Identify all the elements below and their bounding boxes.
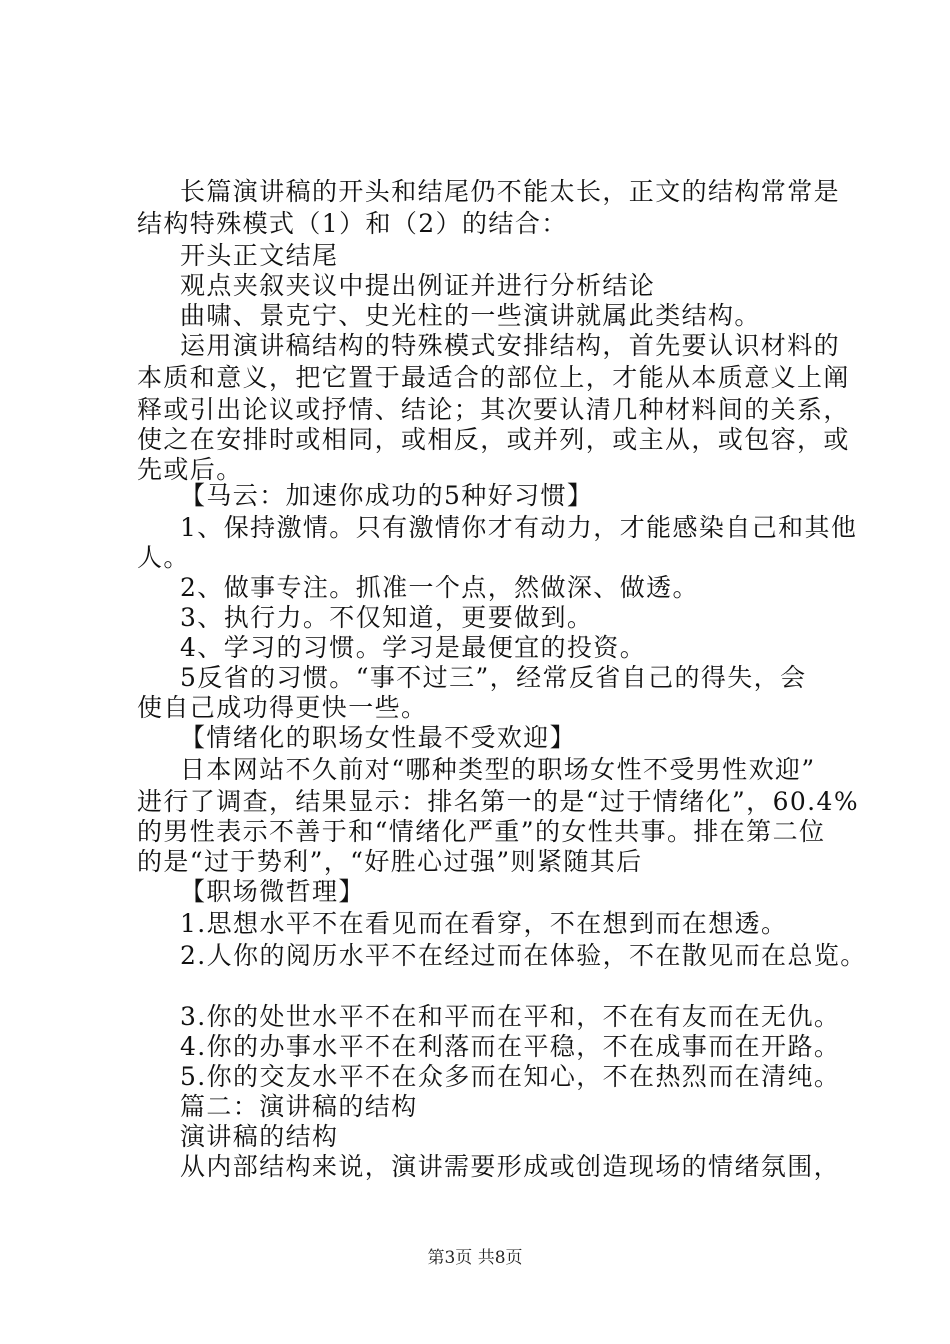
section-heading: 篇二：演讲稿的结构 [180,1092,418,1121]
list-item: 1、保持激情。只有激情你才有动力，才能感染自己和其他 [180,513,858,542]
paragraph-line: 先或后。 [137,455,243,484]
list-item: 4、学习的习惯。学习是最便宜的投资。 [180,633,647,662]
list-item: 2.人你的阅历水平不在经过而在体验，不在散见而在总览。 [180,941,867,970]
paragraph-line: 的男性表示不善于和“情绪化严重”的女性共事。排在第二位 [137,817,826,846]
list-item-continuation: 人。 [137,543,190,572]
list-item: 2、做事专注。抓准一个点，然做深、做透。 [180,573,699,602]
paragraph-line: 运用演讲稿结构的特殊模式安排结构，首先要认识材料的 [180,331,841,360]
paragraph-line: 长篇演讲稿的开头和结尾仍不能太长，正文的结构常常是 [180,177,841,206]
list-item: 3.你的处世水平不在和平而在平和，不在有友而在无仇。 [180,1002,841,1031]
paragraph-line: 的是“过于势利”，“好胜心过强”则紧随其后 [137,847,643,876]
subsection-heading: 演讲稿的结构 [180,1122,339,1151]
list-item: 5.你的交友水平不在众多而在知心，不在热烈而在清纯。 [180,1062,841,1091]
list-item: 3、执行力。不仅知道，更要做到。 [180,603,594,632]
paragraph-line: 使之在安排时或相同，或相反，或并列，或主从，或包容，或 [137,425,850,454]
page-footer: 第3页 共8页 [427,1248,523,1268]
list-item: 5反省的习惯。“事不过三”，经常反省自己的得失，会 [180,663,807,692]
paragraph-line: 日本网站不久前对“哪种类型的职场女性不受男性欢迎” [180,755,816,784]
section-heading: 【情绪化的职场女性最不受欢迎】 [180,723,577,752]
paragraph-line: 结构特殊模式（1）和（2）的结合： [137,209,568,238]
list-item: 4.你的办事水平不在利落而在平稳，不在成事而在开路。 [180,1032,841,1061]
paragraph-line: 进行了调查，结果显示：排名第一的是“过于情绪化”，60.4% [137,787,859,816]
paragraph-line: 观点夹叙夹议中提出例证并进行分析结论 [180,271,656,300]
section-heading: 【职场微哲理】 [180,877,365,906]
list-item: 1.思想水平不在看见而在看穿，不在想到而在想透。 [180,909,788,938]
paragraph-line: 从内部结构来说，演讲需要形成或创造现场的情绪氛围， [180,1152,841,1181]
paragraph-line: 曲啸、景克宁、史光柱的一些演讲就属此类结构。 [180,301,761,330]
paragraph-line: 开头正文结尾 [180,241,339,270]
list-item-continuation: 使自己成功得更快一些。 [137,693,428,722]
paragraph-line: 释或引出论议或抒情、结论；其次要认清几种材料间的关系， [137,395,850,424]
section-heading: 【马云：加速你成功的5种好习惯】 [180,481,594,510]
paragraph-line: 本质和意义，把它置于最适合的部位上，才能从本质意义上阐 [137,363,850,392]
